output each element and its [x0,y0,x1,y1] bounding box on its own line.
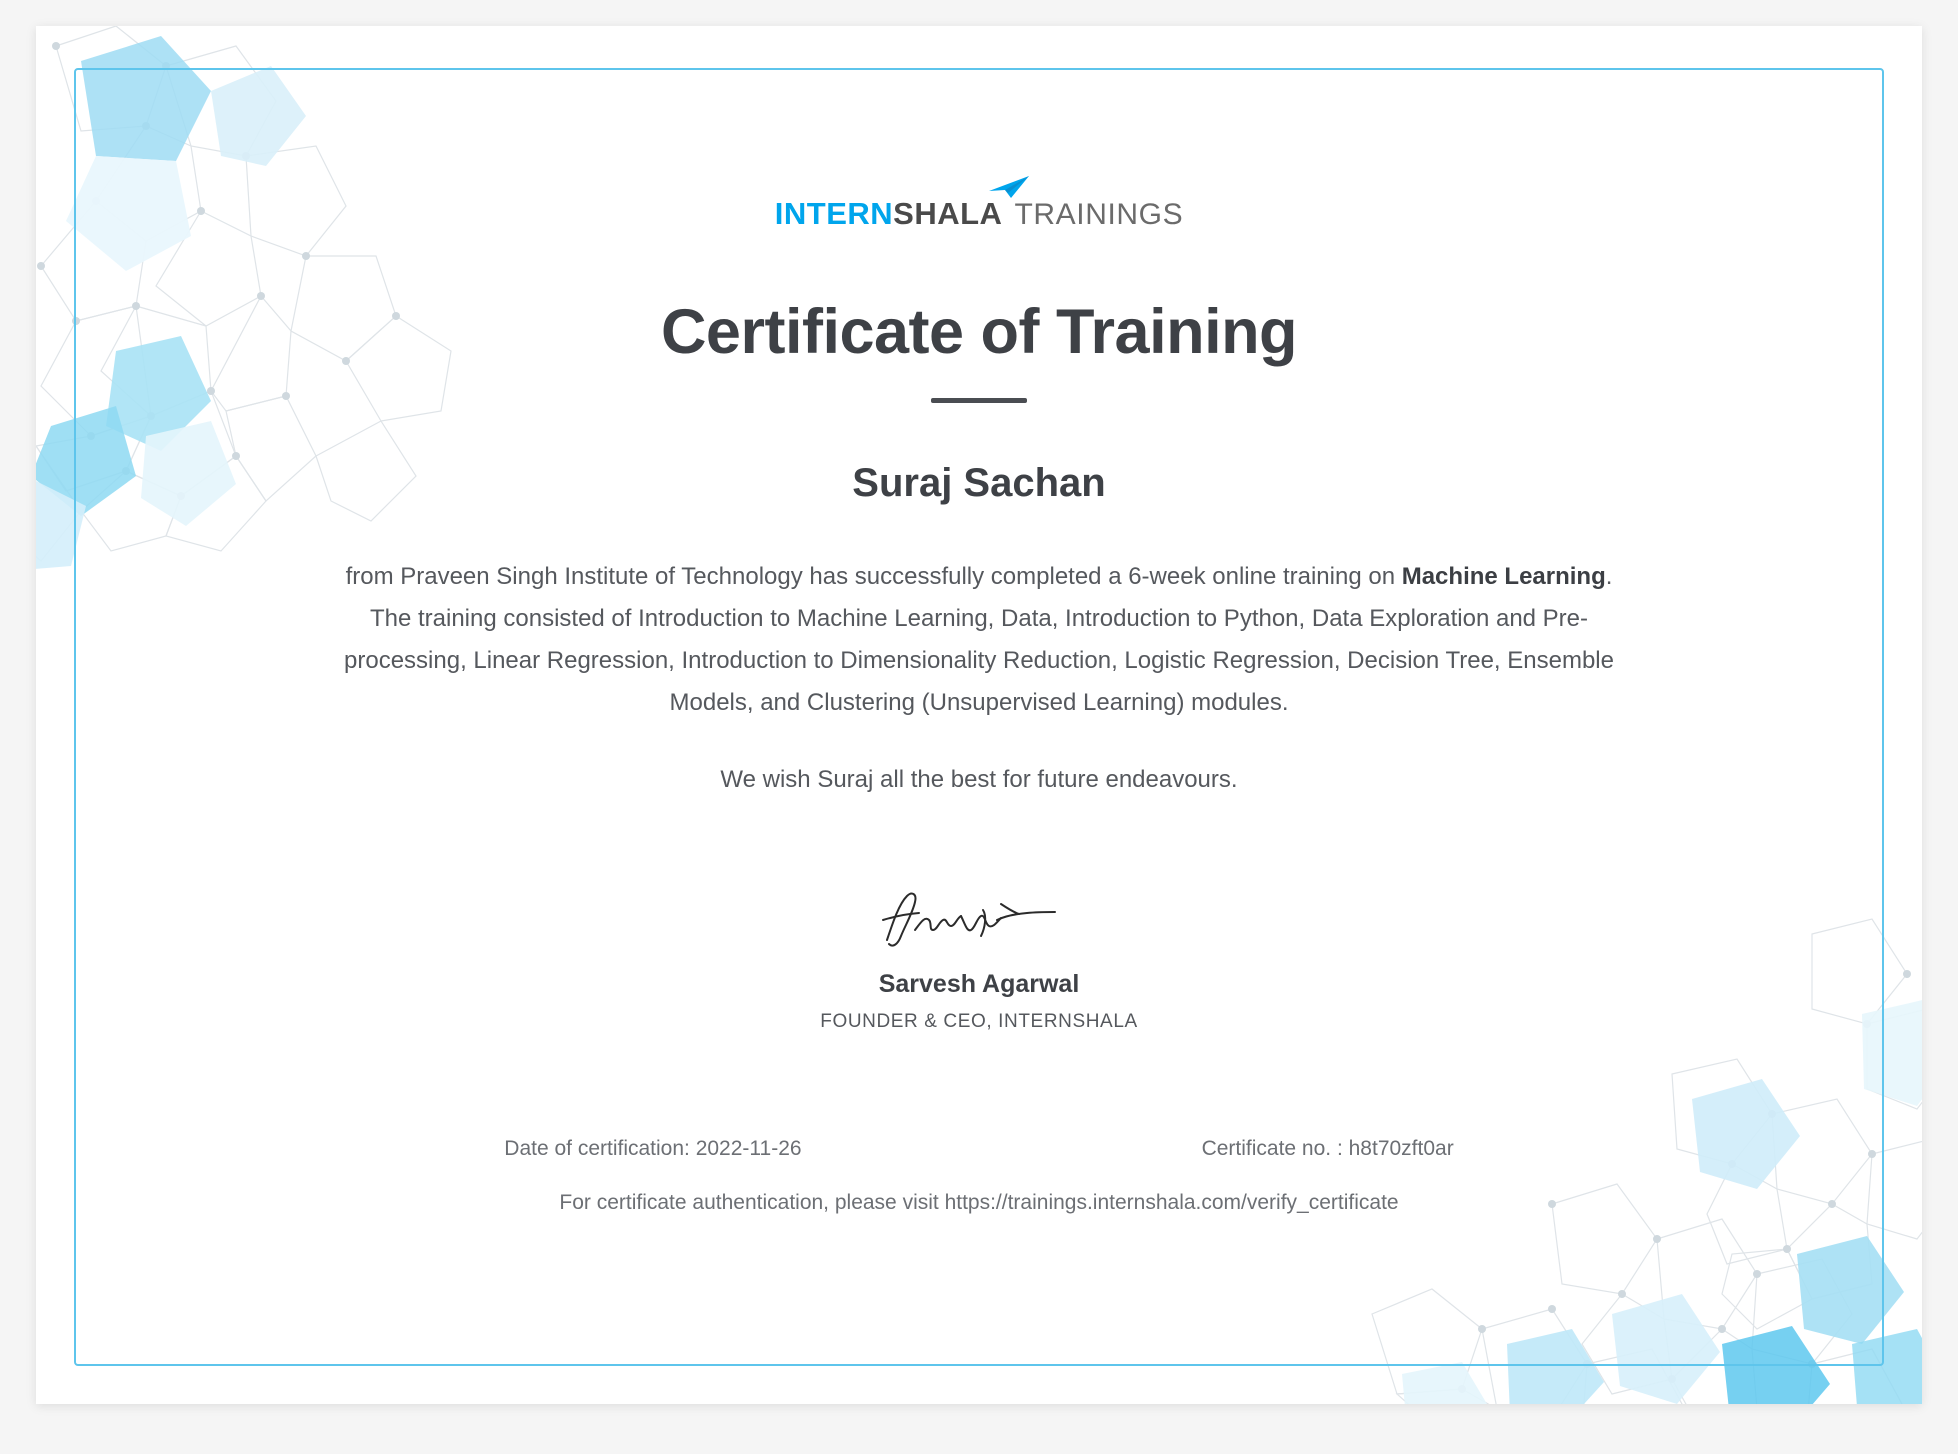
wish-text: We wish Suraj all the best for future endeavours. [720,766,1238,793]
brand-name-intern: INTERN [774,196,894,231]
certificate-content [36,26,1922,1404]
brand-name-shala: SHALA [893,196,1003,231]
brand-name-trainings: TRAININGS [1014,198,1184,231]
signatory-role: FOUNDER & CEO, INTERNSHALA [820,1011,1138,1032]
page-title: Certificate of Training [660,297,1298,367]
recipient-name: Suraj Sachan [852,461,1106,505]
certificate-number: Certificate no. : h8t70zft0ar [1201,1137,1454,1160]
certificate-sheet [36,26,1922,1404]
signature-block [36,886,1922,1033]
body-pre-text: from Praveen Singh Institute of Technology has successfully completed a 6-week online training on [345,563,1402,590]
certificate-meta [36,1137,1922,1161]
course-name: Machine Learning [1401,563,1606,590]
handwritten-signature-icon [879,886,1079,954]
title-divider [931,398,1027,403]
authentication-note: For certificate authentication, please visit https://trainings.internshala.com/verify_certificate [559,1191,1399,1214]
brand-logo [36,194,1922,234]
paper-plane-icon [987,174,1031,200]
certification-date: Date of certification: 2022-11-26 [504,1137,802,1160]
signatory-name: Sarvesh Agarwal [878,970,1080,998]
certificate-body [329,556,1629,724]
body-post-text: . The training consisted of Introduction to Machine Learning, Data, Introduction to Python, Data Exploration and Pre-processing, Linear Regression, Introduction to Dimensionality Reduction, Logistic Regression, Decision Tree, Ensemble Models, and Clustering (Unsupervised Learning) modules. [344,563,1614,716]
